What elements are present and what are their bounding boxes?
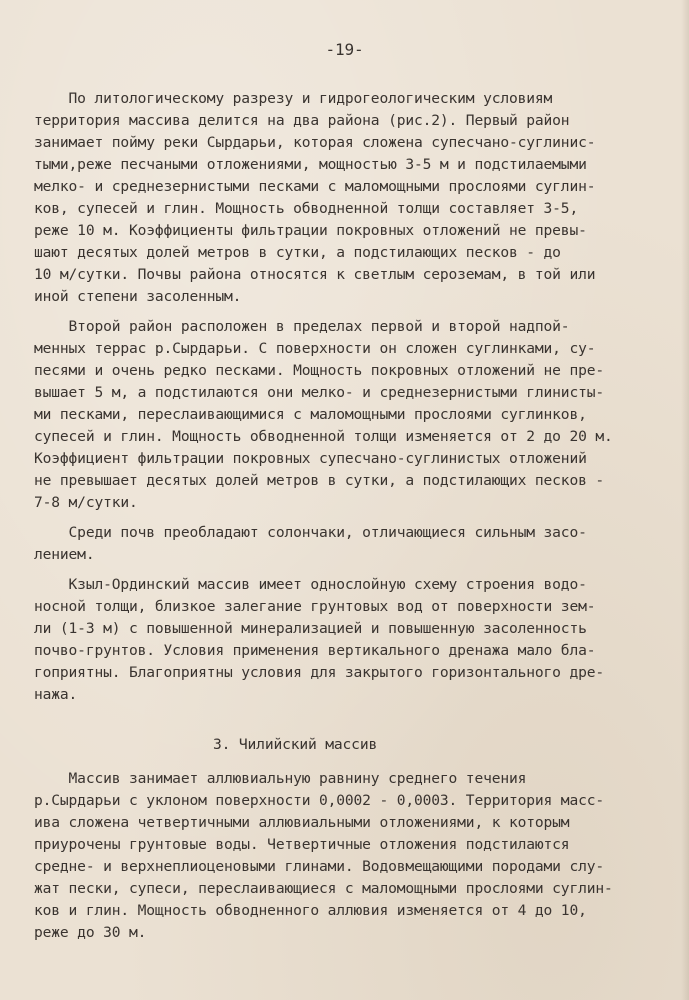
page-edge-shadow [681, 0, 689, 1000]
text-line: супесей и глин. Мощность обводненной толщи изменяется от 2 до 20 м. [34, 428, 613, 445]
text-line: менных террас р.Сырдарьи. С поверхности он сложен суглинками, су- [34, 340, 596, 357]
text-line: ков, супесей и глин. Мощность обводненной толщи составляет 3-5, [34, 200, 579, 217]
text-line: ков и глин. Мощность обводненного аллювия изменяется от 4 до 10, [34, 902, 587, 919]
text-line: Среди почв преобладают солончаки, отличающиеся сильным засо- [34, 524, 587, 541]
text-line: реже 10 м. Коэффициенты фильтрации покровных отложений не превы- [34, 222, 587, 239]
text-line: жат пески, супеси, переслаивающиеся с маломощными прослоями суглин- [34, 880, 613, 897]
text-line: почво-грунтов. Условия применения вертикального дренажа мало бла- [34, 642, 596, 659]
text-line: Массив занимает аллювиальную равнину среднего течения [34, 770, 527, 787]
text-line: лением. [34, 546, 95, 563]
page-number: -19- [325, 40, 364, 59]
text-line: территория массива делится на два района (рис.2). Первый район [34, 112, 570, 129]
text-line: песями и очень редко песками. Мощность покровных отложений не пре- [34, 362, 604, 379]
text-line: тыми,реже песчаными отложениями, мощностью 3-5 м и подстилаемыми [34, 156, 587, 173]
text-line: ива сложена четвертичными аллювиальными отложениями, к которым [34, 814, 570, 831]
text-line: 7-8 м/сутки. [34, 494, 138, 511]
text-line: приурочены грунтовые воды. Четвертичные отложения подстилаются [34, 836, 570, 853]
text-line: Второй район расположен в пределах первой и второй надпой- [34, 318, 570, 335]
text-line: гоприятны. Благоприятны условия для закрытого горизонтального дре- [34, 664, 604, 681]
text-line: не превышает десятых долей метров в сутки, а подстилающих песков - [34, 472, 604, 489]
text-line: иной степени засоленным. [34, 288, 242, 305]
text-line: 10 м/сутки. Почвы района относятся к светлым сероземам, в той или [34, 266, 596, 283]
text-line: шают десятых долей метров в сутки, а подстилающих песков - до [34, 244, 561, 261]
text-line: По литологическому разрезу и гидрогеологическим условиям [34, 90, 553, 107]
text-line: Кзыл-Ординский массив имеет однослойную схему строения водо- [34, 576, 587, 593]
text-line: ми песками, переслаивающимися с маломощными прослоями суглинков, [34, 406, 587, 423]
section-heading: 3. Чилийский массив [213, 736, 378, 753]
text-line: вышает 5 м, а подстилаются они мелко- и среднезернистыми глинисты- [34, 384, 604, 401]
text-line: нажа. [34, 686, 78, 703]
text-line: носной толщи, близкое залегание грунтовых вод от поверхности зем- [34, 598, 596, 615]
text-line: мелко- и среднезернистыми песками с маломощными прослоями суглин- [34, 178, 596, 195]
text-line: р.Сырдарьи с уклоном поверхности 0,0002 - 0,0003. Территория масс- [34, 792, 604, 809]
text-line: ли (1-3 м) с повышенной минерализацией и повышенную засоленность [34, 620, 587, 637]
text-line: реже до 30 м. [34, 924, 147, 941]
text-line: занимает пойму реки Сырдарьи, которая сложена супесчано-суглинис- [34, 134, 596, 151]
text-line: Коэффициент фильтрации покровных супесчано-суглинистых отложений [34, 450, 587, 467]
text-line: средне- и верхнеплиоценовыми глинами. Водовмещающими породами слу- [34, 858, 604, 875]
